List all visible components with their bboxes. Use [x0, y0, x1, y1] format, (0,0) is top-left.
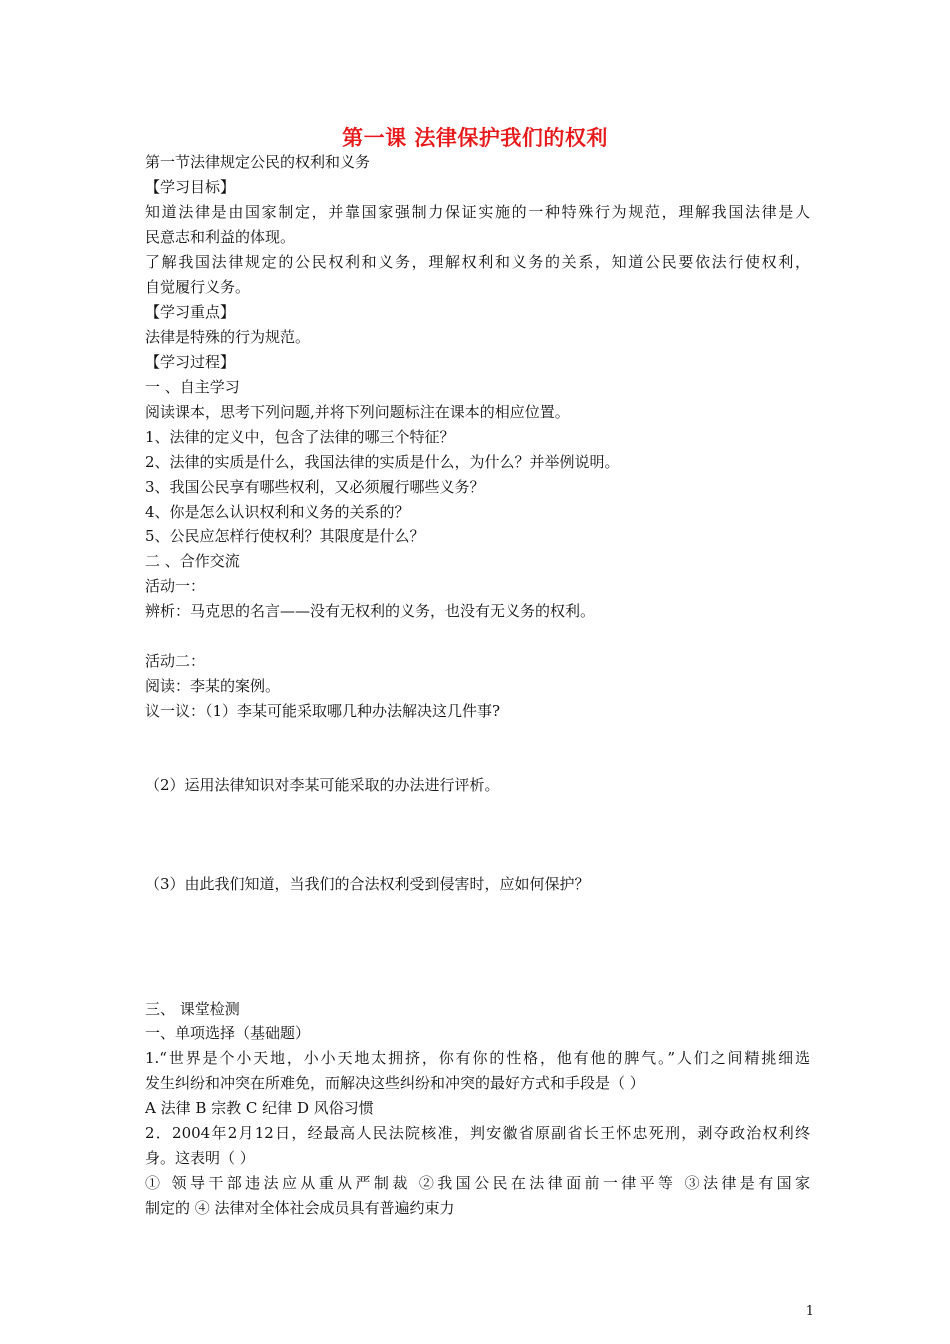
discussion-question: （3）由此我们知道，当我们的合法权利受到侵害时，应如何保护？ [145, 875, 590, 893]
quiz-question: 身。这表明（ ） [145, 1149, 255, 1167]
question-item: 1、法律的定义中，包含了法律的哪三个特征？ [145, 428, 455, 446]
paragraph-line: 了解我国法律规定的公民权利和义务，理解权利和义务的关系，知道公民要依法行使权利， [145, 253, 810, 271]
discussion-question: （2）运用法律知识对李某可能采取的办法进行评析。 [145, 776, 500, 794]
subheading-self-study: 一 、自主学习 [145, 378, 240, 396]
quiz-options: A 法律 B 宗教 C 纪律 D 风俗习惯 [145, 1099, 374, 1117]
heading-key-points: 【学习重点】 [145, 303, 236, 321]
question-item: 5、公民应怎样行使权利？其限度是什么？ [145, 527, 425, 545]
subheading-class-test: 三、 课堂检测 [145, 1000, 240, 1018]
question-item: 4、你是怎么认识权利和义务的关系的？ [145, 503, 410, 521]
question-item: 3、我国公民享有哪些权利，又必须履行哪些义务？ [145, 478, 485, 496]
paragraph-line: 法律是特殊的行为规范。 [145, 328, 311, 346]
quiz-options: 制定的 ④ 法律对全体社会成员具有普遍约束力 [145, 1199, 455, 1217]
paragraph-line: 知道法律是由国家制定，并靠国家强制力保证实施的一种特殊行为规范，理解我国法律是人 [145, 203, 810, 221]
subheading-single-choice: 一、单项选择（基础题） [145, 1024, 311, 1042]
subheading-cooperation: 二 、合作交流 [145, 552, 240, 570]
heading-process: 【学习过程】 [145, 353, 236, 371]
discussion-question: 议一议：（1）李某可能采取哪几种办法解决这几件事? [145, 702, 501, 720]
quiz-question: 2．2004年2月12日，经最高人民法院核准，判安徽省原副省长王怀忠死刑，剥夺政治权利终 [145, 1124, 810, 1142]
paragraph-line: 阅读课本，思考下列问题,并将下列问题标注在课本的相应位置。 [145, 403, 570, 421]
quiz-question: 1.“世界是个小天地，小小天地太拥挤，你有你的性格，他有他的脾气。”人们之间精挑细选 [145, 1049, 810, 1067]
question-item: 2、法律的实质是什么，我国法律的实质是什么，为什么？并举例说明。 [145, 453, 620, 471]
paragraph-line: 阅读：李某的案例。 [145, 677, 281, 695]
page-title: 第一课 法律保护我们的权利 [342, 126, 608, 150]
paragraph-line: 民意志和利益的体现。 [145, 228, 296, 246]
activity-label: 活动二： [145, 652, 206, 670]
paragraph-line: 自觉履行义务。 [145, 278, 251, 296]
page-number: 1 [805, 1304, 814, 1319]
section-heading: 第一节法律规定公民的权利和义务 [145, 153, 371, 171]
paragraph-line: 辨析：马克思的名言——没有无权利的义务，也没有无义务的权利。 [145, 602, 596, 620]
quiz-question: 发生纠纷和冲突在所难免，而解决这些纠纷和冲突的最好方式和手段是（ ） [145, 1074, 645, 1092]
heading-objectives: 【学习目标】 [145, 178, 236, 196]
activity-label: 活动一： [145, 577, 206, 595]
quiz-options: ① 领导干部违法应从重从严制裁 ②我国公民在法律面前一律平等 ③法律是有国家 [145, 1174, 810, 1192]
